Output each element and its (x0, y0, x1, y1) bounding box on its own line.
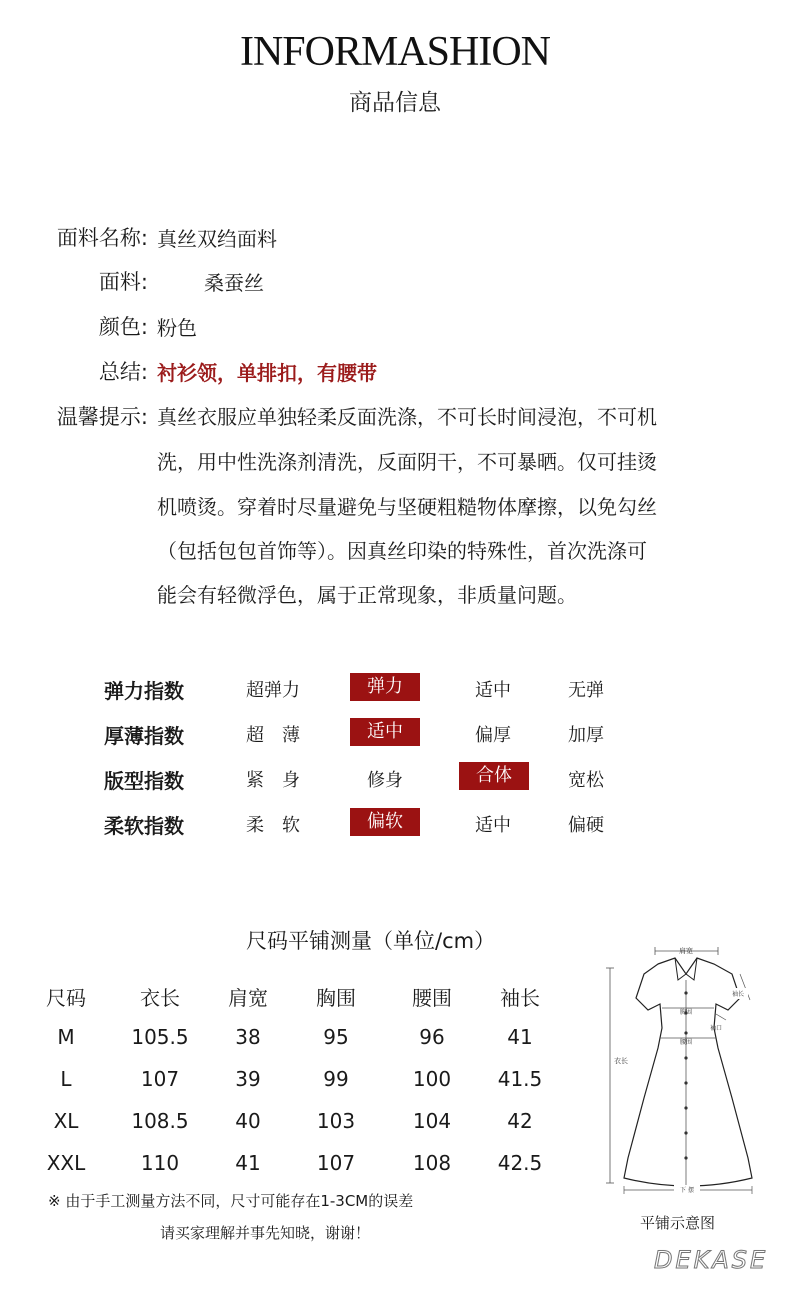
index-option: 修身 (367, 770, 403, 791)
chest-label: 胸围 (679, 1009, 693, 1016)
brand-watermark: DEKASE (654, 1246, 769, 1274)
brand-title: INFORMASHION (239, 29, 551, 75)
summary-label: 总结: (98, 360, 148, 384)
table-cell: 41 (235, 1151, 261, 1175)
table-cell: 99 (323, 1067, 349, 1091)
index-option-selected: 弹力 (350, 673, 420, 701)
care-tips-line: 洗，用中性洗涤剂清洗，反面阴干，不可暴晒。仅可挂烫 (157, 450, 657, 474)
fabric-name-label: 面料名称: (56, 226, 148, 250)
care-tips-label: 温馨提示: (56, 405, 148, 429)
table-cell-size: L (60, 1067, 72, 1091)
table-cell: 38 (235, 1025, 261, 1049)
size-table-title: 尺码平铺测量（单位/cm） (246, 929, 496, 953)
table-cell: 104 (412, 1109, 452, 1133)
collar-shape (675, 958, 697, 980)
material-label: 面料: (98, 270, 148, 294)
index-option-selected: 合体 (459, 762, 529, 790)
shoulder-header: 肩宽 (228, 986, 268, 1010)
size-header: 尺码 (46, 986, 86, 1010)
index-option: 超 薄 (246, 725, 300, 746)
table-cell: 108 (412, 1151, 452, 1175)
fabric-name-value: 真丝双绉面料 (157, 227, 277, 251)
index-option: 加厚 (568, 725, 604, 746)
table-cell: 41 (507, 1025, 533, 1049)
table-cell: 107 (316, 1151, 356, 1175)
table-cell: 108.5 (131, 1109, 189, 1133)
sleeve-header: 袖长 (500, 986, 540, 1010)
chest-header: 胸围 (316, 986, 356, 1010)
measurement-note: ※ 由于手工测量方法不同，尺寸可能存在1-3CM的误差 (48, 1192, 414, 1210)
length-header: 衣长 (140, 986, 180, 1010)
index-option: 柔 软 (246, 815, 300, 836)
index-option: 偏硬 (568, 815, 604, 836)
table-cell-size: M (57, 1025, 75, 1049)
material-value: 桑蚕丝 (204, 271, 264, 295)
index-label-thickness: 厚薄指数 (104, 724, 184, 748)
table-cell: 95 (323, 1025, 349, 1049)
care-tips-line: 机喷烫。穿着时尽量避免与坚硬粗糙物体摩擦，以免勾丝 (157, 495, 657, 519)
table-cell-size: XL (53, 1109, 79, 1133)
hem-label: 下 摆 (680, 1187, 694, 1194)
table-cell-size: XXL (46, 1151, 86, 1175)
index-option: 适中 (475, 680, 511, 701)
index-label-stretch: 弹力指数 (104, 679, 184, 703)
sleeve-label: 袖长 (731, 991, 745, 998)
table-cell: 42 (507, 1109, 533, 1133)
table-cell: 41.5 (497, 1067, 543, 1091)
index-option: 偏厚 (475, 725, 511, 746)
color-label: 颜色: (98, 315, 148, 339)
table-cell: 100 (412, 1067, 452, 1091)
index-option: 紧 身 (246, 770, 300, 791)
index-option: 宽松 (568, 770, 604, 791)
diagram-caption: 平铺示意图 (640, 1214, 716, 1232)
dress-measurement-diagram (600, 938, 780, 1196)
table-cell: 42.5 (497, 1151, 543, 1175)
care-tips-line: （包括包包首饰等）。因真丝印染的特殊性，首次洗涤可 (157, 539, 647, 563)
waist-label: 腰围 (679, 1039, 693, 1046)
table-cell: 105.5 (131, 1025, 189, 1049)
care-tips-line: 能会有轻微浮色，属于正常现象，非质量问题。 (157, 583, 577, 607)
table-cell: 107 (140, 1067, 180, 1091)
table-cell: 39 (235, 1067, 261, 1091)
index-option: 无弹 (568, 680, 604, 701)
summary-value: 衬衫领，单排扣，有腰带 (157, 361, 377, 385)
table-cell: 40 (235, 1109, 261, 1133)
cuff-label: 袖口 (710, 1025, 723, 1032)
index-option-selected: 偏软 (350, 808, 420, 836)
cuff-pointer (716, 1014, 726, 1020)
index-label-softness: 柔软指数 (104, 814, 184, 838)
index-option: 适中 (475, 815, 511, 836)
index-option: 超弹力 (246, 680, 300, 701)
index-label-fit: 版型指数 (104, 769, 184, 793)
color-value: 粉色 (157, 316, 197, 340)
shoulder-label: 肩宽 (679, 947, 693, 955)
length-label: 衣长 (614, 1057, 628, 1065)
table-cell: 103 (316, 1109, 356, 1133)
waist-header: 腰围 (412, 986, 452, 1010)
table-cell: 96 (419, 1025, 445, 1049)
care-tips-line: 真丝衣服应单独轻柔反面洗涤，不可长时间浸泡，不可机 (157, 405, 657, 429)
section-subtitle: 商品信息 (349, 90, 441, 116)
index-option-selected: 适中 (350, 718, 420, 746)
table-cell: 110 (140, 1151, 180, 1175)
measurement-note-2: 请买家理解并事先知晓，谢谢！ (160, 1224, 371, 1242)
